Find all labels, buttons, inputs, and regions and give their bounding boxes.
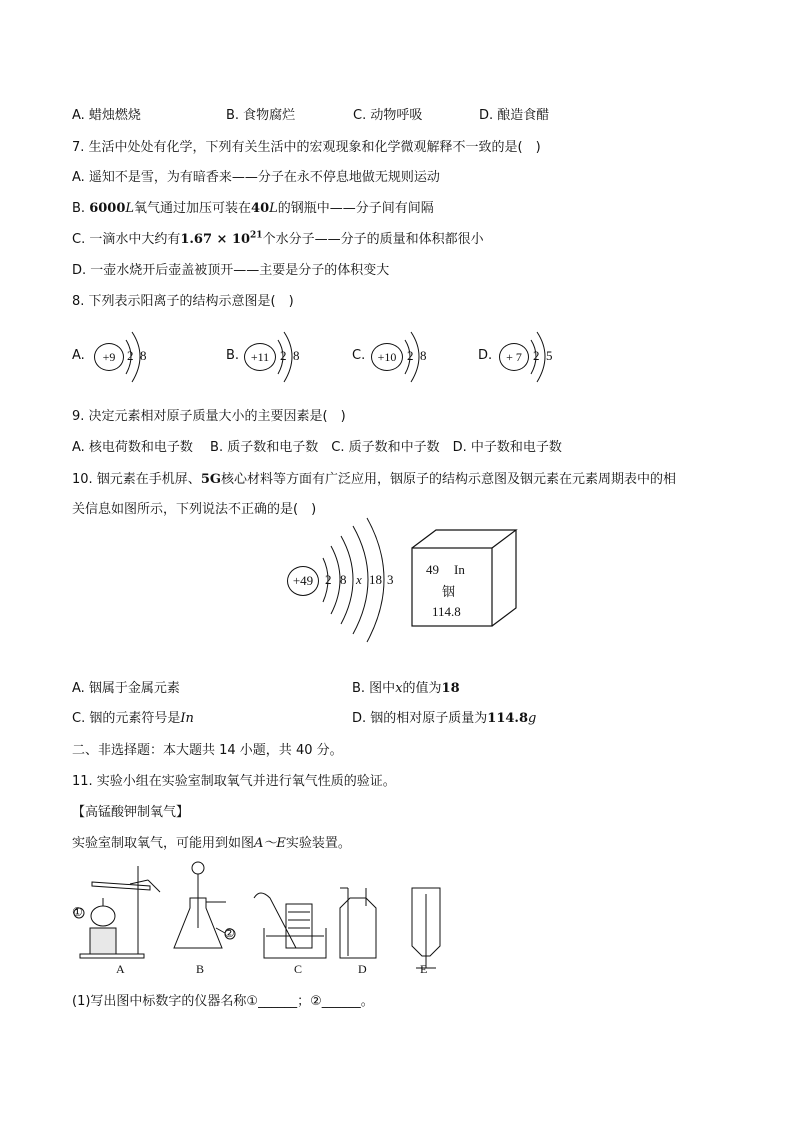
atomic-mass: 114.8 bbox=[432, 604, 461, 619]
q8-c-label: C. bbox=[352, 348, 366, 363]
q6-option-c: C. 动物呼吸 bbox=[353, 108, 423, 123]
shell-count: 8 bbox=[340, 572, 347, 587]
shell-count: 2 bbox=[407, 348, 414, 363]
q11-intro-prefix: 实验室制取氧气，可能用到如图 bbox=[72, 836, 255, 851]
nucleus: +49 bbox=[287, 566, 319, 596]
nucleus: + 7 bbox=[499, 343, 529, 371]
q6-option-a: A. 蜡烛燃烧 bbox=[72, 108, 141, 123]
cube-outline bbox=[410, 528, 520, 628]
q7-c-prefix: C. 一滴水中大约有 bbox=[72, 232, 181, 247]
q10-b-var: x bbox=[395, 681, 403, 696]
q7-c-mantissa: 1.67 × 10 bbox=[180, 232, 251, 247]
apparatus-label-a: A bbox=[116, 962, 125, 976]
q10-d-val: 114.8 bbox=[487, 711, 528, 726]
q10-c-symbol: In bbox=[180, 711, 194, 726]
shell-count: 5 bbox=[546, 348, 553, 363]
nucleus: +9 bbox=[94, 343, 124, 371]
q11-intro-suffix: 实验装置。 bbox=[285, 836, 351, 851]
q10-d-unit: g bbox=[528, 711, 537, 726]
shell-count: 2 bbox=[533, 348, 540, 363]
q10-b-prefix: B. 图中 bbox=[352, 681, 396, 696]
element-symbol: In bbox=[454, 562, 465, 577]
lab-apparatus-figure bbox=[70, 858, 450, 978]
q7-b-num2: 40 bbox=[251, 201, 270, 216]
q10-c-prefix: C. 铟的元素符号是 bbox=[72, 711, 181, 726]
q7-option-c bbox=[72, 228, 484, 247]
marker-1: ① bbox=[72, 905, 83, 919]
shell-count: x bbox=[356, 572, 362, 587]
element-name: 铟 bbox=[442, 585, 456, 600]
q7-option-b bbox=[72, 197, 434, 216]
q10-option-b bbox=[352, 677, 460, 696]
q10-stem-line1 bbox=[72, 468, 676, 487]
q7-option-a: A. 遥知不是雪，为有暗香来——分子在永不停息地做无规则运动 bbox=[72, 170, 440, 185]
apparatus-label-d: D bbox=[358, 962, 367, 976]
q7-c-suffix: 个水分子——分子的质量和体积都很小 bbox=[262, 232, 484, 247]
shell-count: 18 bbox=[369, 572, 382, 587]
apparatus-label-e: E bbox=[420, 962, 428, 976]
q11-intro bbox=[72, 832, 351, 851]
q10-stem-part: 10. 铟元素在手机屏、 bbox=[72, 472, 201, 487]
q11-subtitle: 【高锰酸钾制氧气】 bbox=[72, 805, 190, 820]
q7-option-d: D. 一壶水烧开后壶盖被顶开——主要是分子的体积变大 bbox=[72, 263, 390, 278]
electron-shell-arcs bbox=[352, 318, 472, 388]
q6-option-d: D. 酿造食醋 bbox=[479, 108, 550, 123]
q10-b-val: 18 bbox=[441, 681, 460, 696]
shell-count: 2 bbox=[280, 348, 287, 363]
q8-option-c bbox=[352, 318, 472, 388]
nucleus: +11 bbox=[244, 343, 276, 371]
q7-b-suffix: 的钢瓶中——分子间有间隔 bbox=[277, 201, 434, 216]
shell-count: 2 bbox=[325, 572, 332, 587]
q10-stem-line2: 关信息如图所示，下列说法不正确的是( ) bbox=[72, 502, 317, 517]
nucleus: +10 bbox=[371, 343, 403, 371]
apparatus-label-c: C bbox=[294, 962, 303, 976]
q10-option-c bbox=[72, 707, 194, 726]
indium-atom-diagram bbox=[285, 516, 415, 646]
q7-b-num1: 6000 bbox=[89, 201, 126, 216]
q10-stem-part: 核心材料等方面有广泛应用，铟原子的结构示意图及铟元素在元素周期表中的相 bbox=[220, 472, 676, 487]
q7-stem: 7. 生活中处处有化学，下列有关生活中的宏观现象和化学微观解释不一致的是( ) bbox=[72, 140, 541, 155]
shell-count: 2 bbox=[127, 348, 134, 363]
q8-option-d bbox=[478, 318, 598, 388]
shell-count: 8 bbox=[140, 348, 147, 363]
marker-2: ② bbox=[224, 926, 235, 940]
q7-c-exponent: 21 bbox=[250, 230, 263, 241]
atomic-number: 49 bbox=[426, 562, 439, 577]
q9-options: A. 核电荷数和电子数 B. 质子数和电子数 C. 质子数和中子数 D. 中子数和电子数 bbox=[72, 440, 562, 455]
q8-option-b bbox=[226, 318, 346, 388]
q8-d-label: D. bbox=[478, 348, 493, 363]
shell-count: 8 bbox=[420, 348, 427, 363]
q11-intro-range: A～E bbox=[254, 836, 286, 851]
q11-part-1: (1)写出图中标数字的仪器名称①______；②______。 bbox=[72, 994, 374, 1009]
q8-option-a bbox=[72, 318, 192, 388]
shell-count: 3 bbox=[387, 572, 394, 587]
electron-shell-arcs bbox=[478, 318, 598, 388]
q10-d-prefix: D. 铟的相对原子质量为 bbox=[352, 711, 488, 726]
q7-b-unit2: L bbox=[269, 201, 278, 216]
electron-shell-arcs bbox=[285, 516, 415, 646]
q7-b-mid: 氧气通过加压可装在 bbox=[134, 201, 252, 216]
q8-stem: 8. 下列表示阳离子的结构示意图是( ) bbox=[72, 294, 294, 309]
q10-option-d bbox=[352, 707, 536, 726]
shell-count: 8 bbox=[293, 348, 300, 363]
q6-option-b: B. 食物腐烂 bbox=[226, 108, 296, 123]
apparatus-drawing bbox=[70, 858, 450, 978]
periodic-table-cell bbox=[410, 528, 520, 628]
q10-option-a: A. 铟属于金属元素 bbox=[72, 681, 180, 696]
q7-b-prefix: B. bbox=[72, 201, 90, 216]
section-2-title: 二、非选择题：本大题共 14 小题，共 40 分。 bbox=[72, 743, 343, 758]
q7-b-unit1: L bbox=[125, 201, 135, 216]
apparatus-label-b: B bbox=[196, 962, 205, 976]
q10-b-mid: 的值为 bbox=[402, 681, 442, 696]
electron-shell-arcs bbox=[226, 318, 346, 388]
q8-b-label: B. bbox=[226, 348, 240, 363]
q10-stem-5g: 5G bbox=[200, 472, 221, 487]
q9-stem: 9. 决定元素相对原子质量大小的主要因素是( ) bbox=[72, 409, 346, 424]
q8-a-label: A. bbox=[72, 348, 85, 363]
electron-shell-arcs bbox=[72, 318, 192, 388]
q11-stem: 11. 实验小组在实验室制取氧气并进行氧气性质的验证。 bbox=[72, 774, 396, 789]
